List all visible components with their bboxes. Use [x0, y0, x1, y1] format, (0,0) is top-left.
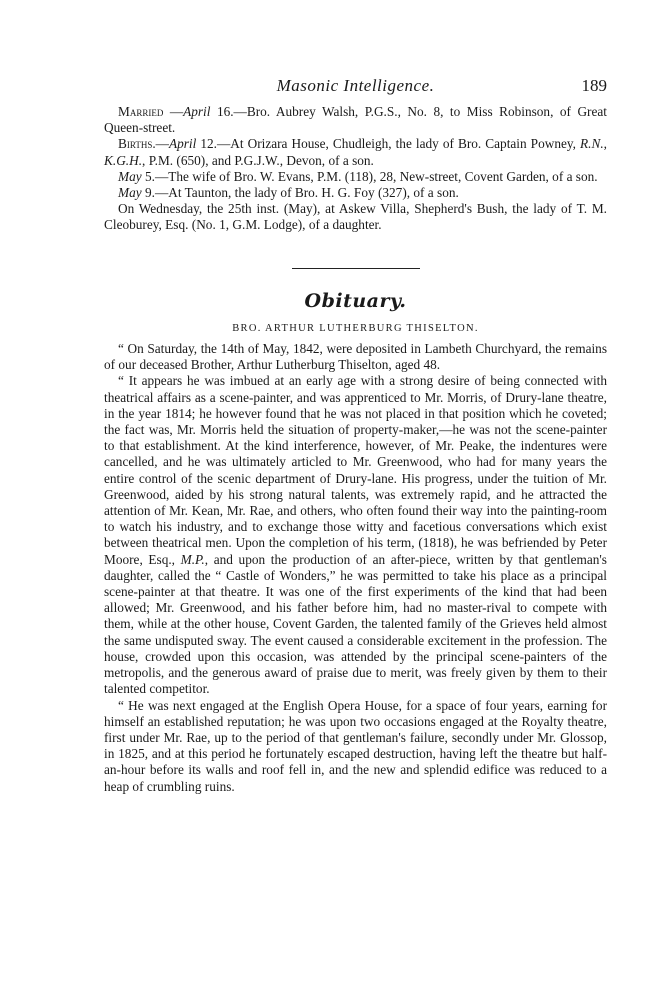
birth-notice-4: On Wednesday, the 25th inst. (May), at Askew Villa, Shepherd's Bush, the lady of T. M. Cleoburey, Esq. (No. 1, G.M. Lodge), of a daughter. — [104, 201, 607, 233]
obituary-paragraph-2 — [104, 373, 607, 697]
birth-1-text-b: , P.M. (650), and P.G.J.W., Devon, of a son. — [142, 152, 374, 168]
births-label: Births. — [118, 136, 156, 152]
birth-2-date: May — [118, 168, 142, 184]
birth-notice-2 — [104, 169, 607, 185]
birth-notice-1: Births.—April 12.—At Orizara House, Chudleigh, the lady of Bro. Captain Powney, R.N., K.G.H., P.M. (650), and P.G.J.W., Devon, of a son. — [104, 136, 607, 168]
birth-1-sep: , — [603, 136, 607, 152]
birth-notice-3 — [104, 185, 607, 201]
obituary-heading: Obituary. — [304, 289, 407, 312]
birth-1-rn: R.N. — [580, 136, 604, 152]
married-label: Married — [118, 104, 164, 119]
page-number: 189 — [581, 76, 607, 95]
married-text: 16.—Bro. Aubrey Walsh, P.G.S., No. 8, to Miss Robinson, of Great Queen-street. — [104, 104, 607, 136]
birth-3-date: May — [118, 185, 142, 201]
page-body — [104, 104, 607, 795]
birth-2-text: 5.—The wife of Bro. W. Evans, P.M. (118), 28, New-street, Covent Garden, of a son. — [141, 168, 598, 184]
obituary-paragraph-3: “ He was next engaged at the English Opera House, for a space of four years, earning for himself an established reputation; he was upon two occasions engaged at the Royalty theatre, first under Mr. Rae, up to the period of that gentleman's failure, secondly under Mr. Glossop, in 1825, and at this period he fortunately escaped destruction, having left the theatre but half-an-hour before its walls and roof fell in, and the new and splendid edifice was reduced to a heap of crumbling ruins. — [104, 697, 607, 794]
obituary-p2-a: “ It appears he was imbued at an early age with a strong desire of being connected with theatrical affairs as a scene-painter, and was apprenticed to Mr. Morris, of Drury-lane theatre, in the year 1814; he however found that he was not placed in that position which he coveted; the fact was, Mr. Morris held the situation of property-maker,—he was not the scene-painter to that establishment. At the kind interference, however, of Mr. Peake, the indentures were cancelled, and he was ultimately articled to Mr. Greenwood, who had for many years the entire control of the scenic department of Drury-lane. His progress, under the tuition of Mr. Greenwood, aided by his strong natural talents, was extremely rapid, and he attracted the attention of Mr. Kean, Mr. Rae, and others, who often found their way into the painting-room to watch his industry, and to exchange those witty and facetious conversations which exist between theatrical men. Upon the completion of his term, (1818), he was befriended by Peter Moore, Esq., — [104, 373, 607, 567]
birth-1-kgh: K.G.H. — [104, 152, 143, 168]
obituary-subject-name: BRO. ARTHUR LUTHERBURG THISELTON. — [232, 322, 479, 334]
running-title: Masonic Intelligence. — [276, 76, 435, 95]
obituary-p2-b: , and upon the production of an after-piece, written by that gentleman's daughter, called the “ Castle of Wonders,” he was permitted to take his place as a principal scene-painter at that theatre. It was one of the first experiments of the kind that had been allowed; Mr. Greenwood, and his father before him, had no master-rival to compete with them, while at the other house, Covent Garden, the talented family of the Grieves held almost the same undisputed sway. The event caused a considerable excitement in the profession. The house, crowded upon this occasion, was attended by the principal scene-painters of the metropolis, and the generous award of praise due to merit, was freely given by them to their talented competitor. — [104, 551, 607, 697]
obituary-p2-mp: M.P. — [180, 551, 205, 567]
section-divider — [292, 268, 420, 269]
obituary-paragraph-1: “ On Saturday, the 14th of May, 1842, were deposited in Lambeth Churchyard, the remains of our deceased Brother, Arthur Lutherburg Thiselton, aged 48. — [104, 341, 607, 373]
birth-3-text: 9.—At Taunton, the lady of Bro. H. G. Foy (327), of a son. — [141, 185, 459, 201]
birth-1-date: April — [168, 136, 197, 152]
birth-1-text-a: 12.—At Orizara House, Chudleigh, the lady of Bro. Captain Powney, — [196, 136, 581, 152]
married-date: April — [183, 104, 211, 119]
married-notice: Married —April 16.—Bro. Aubrey Walsh, P.G.S., No. 8, to Miss Robinson, of Great Queen-street. — [104, 104, 607, 136]
running-header — [104, 76, 607, 96]
